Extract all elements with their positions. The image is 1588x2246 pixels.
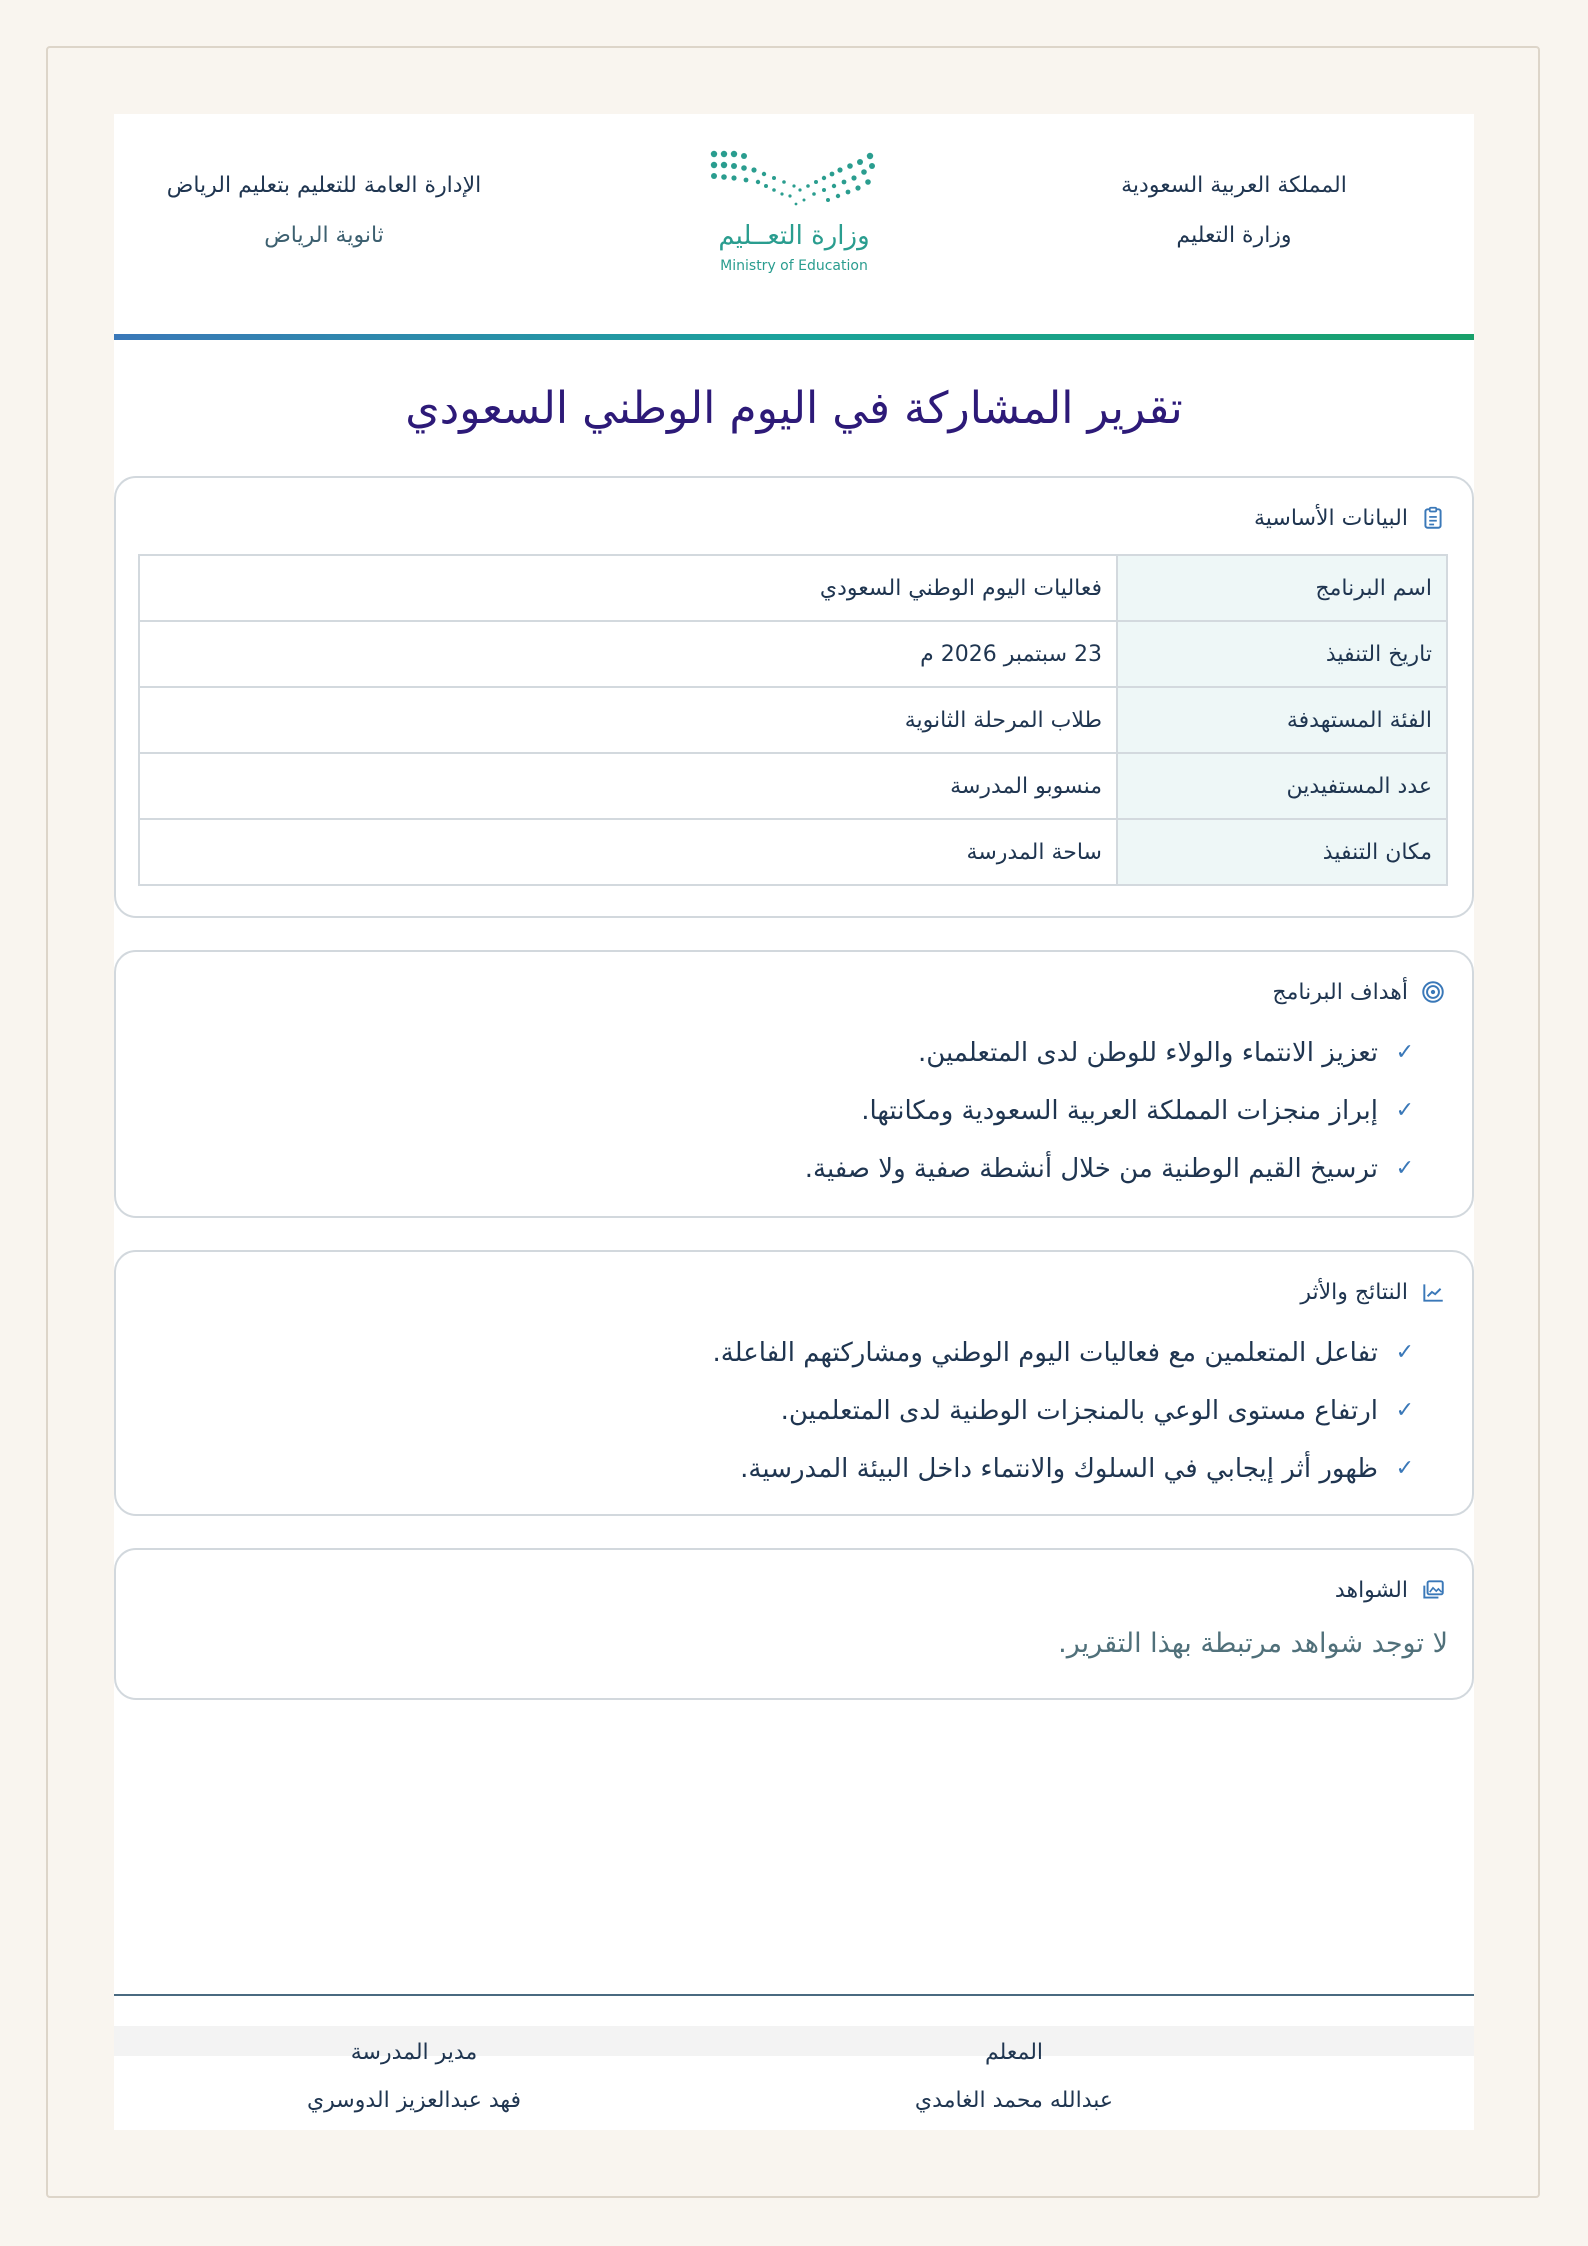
table-row	[139, 687, 1447, 753]
principal-name: فهد عبدالعزيز الدوسري	[306, 2088, 522, 2113]
teacher-role: المعلم	[984, 2040, 1044, 2065]
logo-arabic-text: وزارة التعــليم	[718, 221, 870, 251]
result-text: ظهور أثر إيجابي في السلوك والانتماء داخل البيئة المدرسية.	[740, 1454, 1378, 1484]
report-page	[114, 114, 1474, 2130]
images-icon	[1420, 1577, 1446, 1603]
results-header	[1300, 1274, 1446, 1310]
check-icon: ✓	[1395, 1040, 1414, 1065]
report-title: تقرير المشاركة في اليوم الوطني السعودي	[405, 383, 1183, 434]
row-value: فعاليات اليوم الوطني السعودي	[139, 555, 1117, 621]
header-accent-bar	[114, 334, 1474, 340]
clipboard-icon	[1420, 505, 1446, 531]
table-row	[139, 555, 1447, 621]
row-label: عدد المستفيدين	[1117, 753, 1447, 819]
goal-text: تعزيز الانتماء والولاء للوطن لدى المتعلمين.	[917, 1038, 1378, 1068]
chart-line-icon	[1420, 1279, 1446, 1305]
evidence-header	[1335, 1572, 1446, 1608]
results-list	[154, 1324, 1414, 1498]
row-label: الفئة المستهدفة	[1117, 687, 1447, 753]
evidence-empty-text: لا توجد شواهد مرتبطة بهذا التقرير.	[1058, 1628, 1448, 1659]
ministry-logo	[704, 144, 884, 284]
list-item	[154, 1024, 1414, 1082]
list-item	[154, 1440, 1414, 1498]
goals-title: أهداف البرنامج	[1272, 979, 1408, 1005]
teacher-name: عبدالله محمد الغامدي	[914, 2088, 1114, 2113]
list-item	[154, 1140, 1414, 1198]
goal-text: إبراز منجزات المملكة العربية السعودية ومكانتها.	[861, 1096, 1378, 1126]
table-row	[139, 819, 1447, 885]
table-row	[139, 753, 1447, 819]
result-text: ارتفاع مستوى الوعي بالمنجزات الوطنية لدى المتعلمين.	[780, 1396, 1378, 1426]
goals-list	[154, 1024, 1414, 1198]
row-value: طلاب المرحلة الثانوية	[139, 687, 1117, 753]
principal-role: مدير المدرسة	[350, 2040, 478, 2065]
table-row	[139, 621, 1447, 687]
row-value: ساحة المدرسة	[139, 819, 1117, 885]
check-icon: ✓	[1395, 1340, 1414, 1365]
list-item	[154, 1382, 1414, 1440]
kingdom-name: المملكة العربية السعودية	[1121, 173, 1347, 198]
row-value: منسوبو المدرسة	[139, 753, 1117, 819]
goal-text: ترسيخ القيم الوطنية من خلال أنشطة صفية ولا صفية.	[804, 1154, 1378, 1184]
list-item	[154, 1324, 1414, 1382]
results-title: النتائج والأثر	[1300, 1279, 1408, 1305]
row-label: اسم البرنامج	[1117, 555, 1447, 621]
evidence-title: الشواهد	[1334, 1577, 1408, 1603]
ministry-name: وزارة التعليم	[1176, 223, 1292, 248]
row-label: تاريخ التنفيذ	[1117, 621, 1447, 687]
basic-info-header	[1254, 500, 1446, 536]
row-label: مكان التنفيذ	[1117, 819, 1447, 885]
school-name: ثانوية الرياض	[264, 223, 384, 248]
education-department: الإدارة العامة للتعليم بتعليم الرياض	[166, 173, 482, 198]
check-icon: ✓	[1395, 1456, 1414, 1481]
check-icon: ✓	[1395, 1098, 1414, 1123]
results-card	[114, 1250, 1474, 1516]
report-header	[114, 114, 1474, 336]
signature-divider	[114, 1994, 1474, 1996]
check-icon: ✓	[1395, 1156, 1414, 1181]
header-left-block	[144, 170, 504, 252]
basic-info-title: البيانات الأساسية	[1254, 505, 1408, 531]
result-text: تفاعل المتعلمين مع فعاليات اليوم الوطني ومشاركتهم الفاعلة.	[712, 1338, 1378, 1368]
header-right-block	[1084, 170, 1384, 252]
basic-info-card	[114, 476, 1474, 918]
goals-card	[114, 950, 1474, 1218]
logo-english-text: Ministry of Education	[720, 258, 868, 274]
row-value: 23 سبتمبر 2026 م	[139, 621, 1117, 687]
basic-info-table	[138, 554, 1448, 886]
evidence-card	[114, 1548, 1474, 1700]
check-icon: ✓	[1395, 1398, 1414, 1423]
goals-header	[1272, 974, 1446, 1010]
logo-dots	[711, 151, 875, 206]
target-icon	[1420, 979, 1446, 1005]
list-item	[154, 1082, 1414, 1140]
